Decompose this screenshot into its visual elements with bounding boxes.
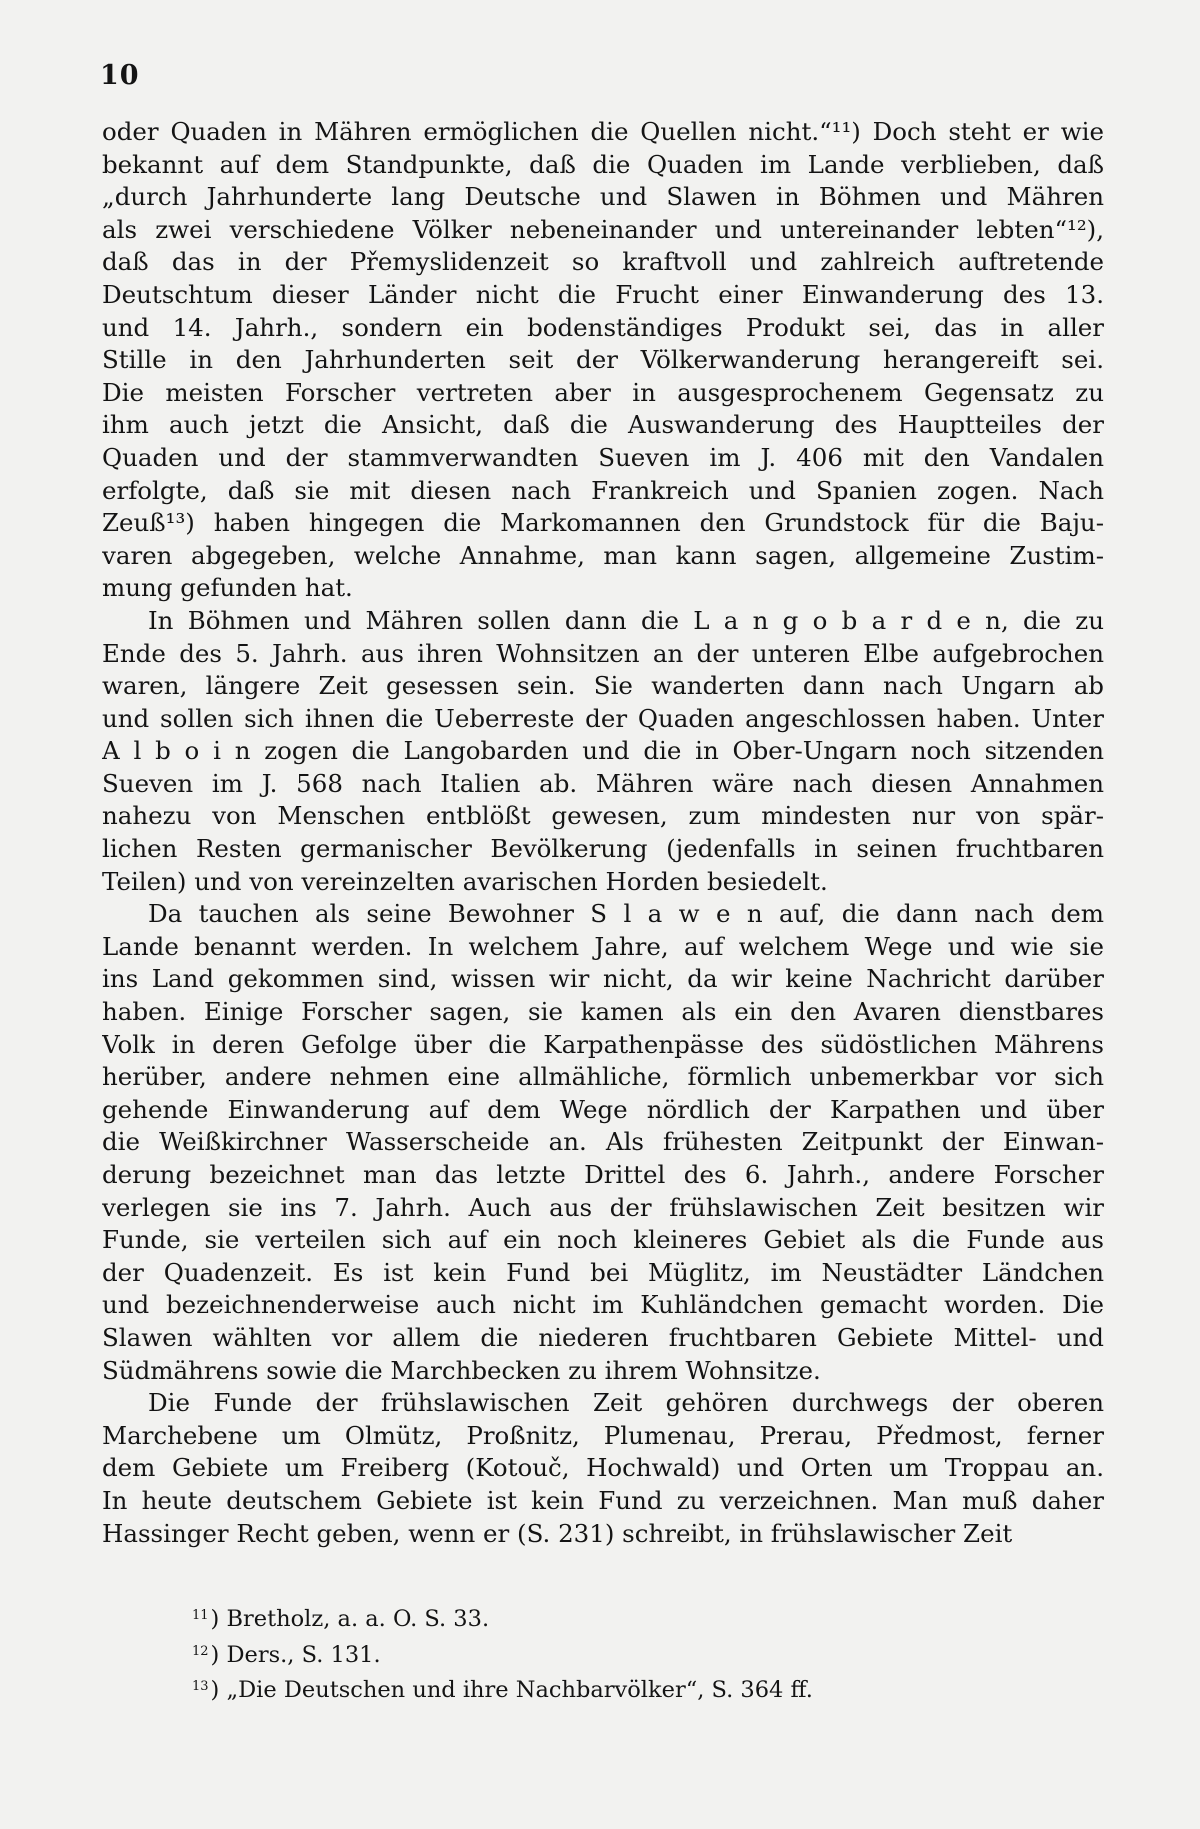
text-line: und sollen sich ihnen die Ueberreste der Quaden angeschlossen haben. Unter bbox=[102, 703, 1104, 733]
text-line: die Weißkirchner Wasserscheide an. Als frühesten Zeitpunkt der Einwan- bbox=[102, 1127, 1104, 1157]
text-line: haben. Einige Forscher sagen, sie kamen als ein den Avaren dienstbares bbox=[102, 997, 1104, 1027]
text-line: lichen Resten germanischer Bevölkerung (jedenfalls in seinen fruchtbaren bbox=[102, 834, 1104, 864]
text-line: Stille in den Jahrhunderten seit der Völkerwanderung herangereift sei. bbox=[102, 345, 1104, 375]
text-line: dem Gebiete um Freiberg (Kotouč, Hochwald) und Orten um Troppau an. bbox=[102, 1453, 1104, 1483]
text-line: gehende Einwanderung auf dem Wege nördlich der Karpathen und über bbox=[102, 1094, 1104, 1124]
text-line: und bezeichnenderweise auch nicht im Kuhländchen gemacht worden. Die bbox=[102, 1290, 1104, 1320]
footnote-paren: ) bbox=[210, 1677, 227, 1703]
text-line: Hassinger Recht geben, wenn er (S. 231) schreibt, in frühslawischer Zeit bbox=[102, 1518, 1013, 1548]
footnote bbox=[192, 1671, 1072, 1707]
text-line: In Böhmen und Mähren sollen dann die L a n g o b a r d e n, die zu bbox=[148, 605, 1104, 635]
footnote-number: 12 bbox=[192, 1643, 209, 1659]
text-line: Südmährens sowie die Marchbecken zu ihrem Wohnsitze. bbox=[102, 1355, 821, 1385]
footnotes bbox=[192, 1600, 1072, 1707]
footnote bbox=[192, 1600, 1072, 1636]
paragraph bbox=[102, 605, 1104, 898]
text-line: Marchebene um Olmütz, Proßnitz, Plumenau, Prerau, Předmost, ferner bbox=[102, 1420, 1104, 1450]
text-line: Slawen wählten vor allem die niederen fruchtbaren Gebiete Mittel- und bbox=[102, 1322, 1104, 1352]
text-line: erfolgte, daß sie mit diesen nach Frankreich und Spanien zogen. Nach bbox=[102, 475, 1104, 505]
footnote-text: Ders., S. 131. bbox=[226, 1641, 381, 1668]
text-line: waren, längere Zeit gesessen sein. Sie wanderten dann nach Ungarn ab bbox=[102, 671, 1104, 701]
body-text bbox=[102, 116, 1104, 1550]
text-line: Die Funde der frühslawischen Zeit gehören durchwegs der oberen bbox=[148, 1388, 1104, 1418]
text-line: Deutschtum dieser Länder nicht die Frucht einer Einwanderung des 13. bbox=[102, 279, 1104, 309]
text-line: herüber, andere nehmen eine allmähliche, förmlich unbemerkbar vor sich bbox=[102, 1062, 1104, 1092]
text-line: Teilen) und von vereinzelten avarischen Horden besiedelt. bbox=[102, 866, 828, 896]
text-line: A l b o i n zogen die Langobarden und die in Ober-Ungarn noch sitzenden bbox=[102, 736, 1104, 766]
text-line: Da tauchen als seine Bewohner S l a w e n auf, die dann nach dem bbox=[148, 899, 1104, 929]
text-line: derung bezeichnet man das letzte Drittel des 6. Jahrh., andere Forscher bbox=[102, 1160, 1104, 1189]
page-number: 10 bbox=[100, 60, 140, 91]
text-line: Zeuß¹³) haben hingegen die Markomannen den Grundstock für die Baju- bbox=[102, 508, 1104, 538]
text-line: Volk in deren Gefolge über die Karpathenpässe des südöstlichen Mährens bbox=[102, 1029, 1104, 1059]
paragraph bbox=[102, 116, 1104, 605]
footnote bbox=[192, 1636, 1072, 1672]
text-line: ihm auch jetzt die Ansicht, daß die Auswanderung des Hauptteiles der bbox=[102, 410, 1104, 440]
text-line: als zwei verschiedene Völker nebeneinander und untereinander lebten“¹²), bbox=[102, 214, 1104, 244]
footnote-number: 13 bbox=[192, 1679, 209, 1694]
footnote-paren: ) bbox=[210, 1606, 227, 1632]
text-line: mung gefunden hat. bbox=[102, 573, 353, 603]
text-line: ins Land gekommen sind, wissen wir nicht, da wir keine Nachricht darüber bbox=[102, 964, 1104, 994]
footnote-text: Bretholz, a. a. O. S. 33. bbox=[226, 1606, 490, 1632]
footnote-number: 11 bbox=[192, 1608, 209, 1623]
text-line: verlegen sie ins 7. Jahrh. Auch aus der frühslawischen Zeit besitzen wir bbox=[102, 1192, 1104, 1222]
text-line: „durch Jahrhunderte lang Deutsche und Slawen in Böhmen und Mähren bbox=[102, 182, 1104, 212]
text-line: Lande benannt werden. In welchem Jahre, auf welchem Wege und wie sie bbox=[102, 931, 1104, 961]
footnote-text: „Die Deutschen und ihre Nachbarvölker“, S. 364 ff. bbox=[226, 1677, 813, 1703]
text-line: der Quadenzeit. Es ist kein Fund bei Müglitz, im Neustädter Ländchen bbox=[102, 1257, 1104, 1287]
text-line: bekannt auf dem Standpunkte, daß die Quaden im Lande verblieben, daß bbox=[102, 149, 1104, 179]
text-line: daß das in der Přemyslidenzeit so kraftvoll und zahlreich auftretende bbox=[102, 247, 1104, 277]
footnote-paren: ) bbox=[210, 1641, 227, 1668]
text-line: Die meisten Forscher vertreten aber in ausgesprochenem Gegensatz zu bbox=[102, 377, 1104, 407]
text-line: Funde, sie verteilen sich auf ein noch kleineres Gebiet als die Funde aus bbox=[102, 1225, 1104, 1255]
text-line: und 14. Jahrh., sondern ein bodenständiges Produkt sei, das in aller bbox=[102, 312, 1104, 342]
text-line: oder Quaden in Mähren ermöglichen die Quellen nicht.“¹¹) Doch steht er wie bbox=[102, 117, 1104, 146]
paragraph bbox=[102, 898, 1104, 1387]
paragraph bbox=[102, 1387, 1104, 1550]
text-line: Sueven im J. 568 nach Italien ab. Mähren wäre nach diesen Annahmen bbox=[102, 768, 1104, 798]
text-line: nahezu von Menschen entblößt gewesen, zum mindesten nur von spär- bbox=[102, 801, 1104, 831]
text-line: Quaden und der stammverwandten Sueven im J. 406 mit den Vandalen bbox=[102, 442, 1104, 472]
text-line: varen abgegeben, welche Annahme, man kann sagen, allgemeine Zustim- bbox=[102, 540, 1104, 570]
text-line: In heute deutschem Gebiete ist kein Fund zu verzeichnen. Man muß daher bbox=[102, 1485, 1104, 1515]
text-line: Ende des 5. Jahrh. aus ihren Wohnsitzen an der unteren Elbe aufgebrochen bbox=[102, 638, 1104, 668]
